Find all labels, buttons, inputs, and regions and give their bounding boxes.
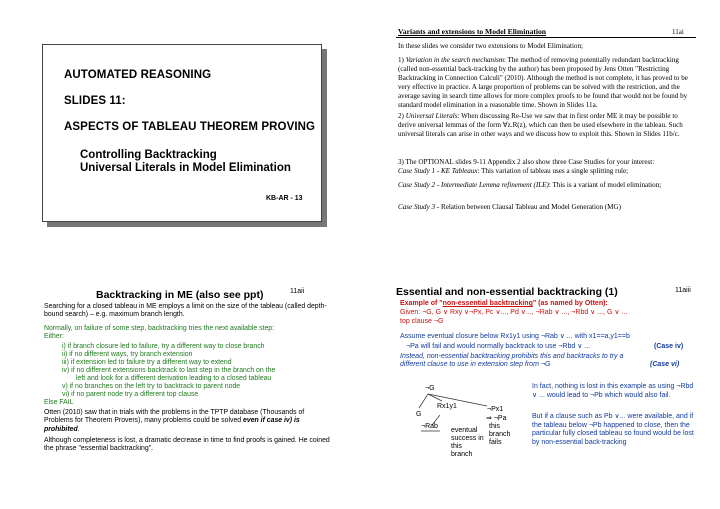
slides-label: SLIDES 11: [64,95,126,107]
para-lead: 1) [398,56,406,64]
otten-emphasis: even if case iv) is prohibited [44,417,300,433]
slide-number: 11aii [290,288,305,295]
para-italic: Universal Literals [405,112,458,120]
instead-line-1: Instead, non-essential backtracking prohibits this and backtracks to try a [400,353,624,360]
course-title: AUTOMATED REASONING [64,69,212,81]
case-italic: Case Study 1 - KE Tableaux [398,167,478,175]
paragraph-case-studies: 3) The OPTIONAL slides 9-11 Appendix 2 also show three Case Studies for your interest: [398,158,655,166]
backtrack-step-iv: iv) if no different extensions backtrack to last step in the branch on the [62,367,276,374]
backtrack-either: Either: [44,333,64,340]
backtrack-step-vi: vi) if no parent node try a different top clause [62,391,199,398]
pa-fail-text: ¬Pa will fail and would normally backtrack to use ¬Rbd ∨ ... [406,343,591,350]
backtrack-step-iii: iii) if extension led to failure try a different way to extend [62,359,232,366]
given-clauses: Given: ¬G, G ∨ Rxy ∨¬Px, Pc ∨..., Pd ∨..., ¬Rab ∨ ..., ¬Rbd ∨ ..., G ∨ ... [400,309,628,316]
case-rest: : This is a variant of model elimination; [548,181,662,189]
para-rest: : The method of removing potentially redundant backtracking (called non-essential back-tracking by the author) has been proposed by Jens Otten "Restricting Backtracking in Connection Calculi" (2010). Although the method is not complete, it has proved to be very effective in practice. A large proportion of problems can be solved with the restriction, and the average saving in search time allows for more complex proofs to be found that would not be found by standard model elimination in a reasonable time. Shown in Slides 11a. [398,56,688,109]
slide-number: 11aiii [675,287,691,294]
case-vi-label: (Case vi) [650,361,680,368]
top-clause: top clause ¬G [400,318,444,325]
backtrack-step-i: i) if branch closure led to failure, try a different way to close branch [62,343,265,350]
edge-root-g [419,394,428,408]
case-italic: Case Study 2 - Intermediate Lemma refinement (ILE) [398,181,549,189]
example-text-end: " (as named by Otten): [532,300,608,307]
case-iv-label: (Case iv) [654,343,684,350]
subtopic-backtracking: Controlling Backtracking [80,149,217,161]
para-rest: : When discussing Re-Use we saw that in first order ME it may be possible to derive universal lemmas of the form ∀z.R(z), which can then be used elsewhere in the tableau. Such universal literals can arise in other ways and we discuss how to exploit this. Shown in Slides 11b/c. [398,112,683,138]
example-text: Example of " [400,300,443,307]
tree-node-rx1y1: Rx1y1 [437,403,457,410]
topic-title: ASPECTS OF TABLEAU THEOREM PROVING [64,121,316,133]
course-code: KB-AR - 13 [266,195,303,202]
edge-root-rx [428,394,442,401]
case-italic: Case Study 3 [398,203,436,211]
example-underlined: non-essential backtracking [442,300,533,307]
backtrack-fail: Else FAIL [44,399,74,406]
case-rest: - Relation between Clausal Tableau and Model Generation (MG) [435,203,621,211]
clause-available-note: But if a clause such as Pb ∨... were available, and if the tableau below ¬Pb happened to close, then the particular fully closed tableau so found would be lost by non-essential back-tracking [532,413,694,446]
otten-end: . [77,425,80,433]
tree-node-root: ¬G [425,385,435,392]
branch-fails-note: this branch fails [489,423,511,446]
para-italic: Variation in the search mechanism [405,56,504,64]
depth-bound-paragraph: Searching for a closed tableau in ME employs a limit on the size of the tableau (called depth-bound search) – e.g. maximum branch length. [44,303,327,319]
backtrack-step-iv-cont: left and look for a different derivation leading to a closed tableau [76,375,272,382]
tree-node-g: G [416,411,422,418]
tree-node-pa: ⇒ ¬Pa [486,415,507,422]
slide-title: Essential and non-essential backtracking (1) [396,286,618,298]
nothing-lost-note: In fact, nothing is lost in this example as using ¬Rbd ∨ ... would lead to ¬Pb which would also fail. [532,383,694,399]
subtopic-universal-literals: Universal Literals in Model Elimination [80,162,291,174]
tree-node-px1: ¬Px1 [487,406,504,413]
eventual-success-note: eventual success in this branch [451,427,484,458]
backtrack-step-ii: ii) if no different ways, try branch extension [62,351,193,358]
completeness-paragraph: Although completeness is lost, a dramatic decrease in time to find proofs is gained. He coined the phrase "essential backtracking". [44,437,330,453]
slide-title: Backtracking in ME (also see ppt) [96,289,264,301]
tree-node-rab: ¬Rab [421,423,438,430]
instead-text: different clause to use in extension step from ¬G [400,361,551,368]
intro-paragraph: In these slides we consider two extensions to Model Elimination; [398,42,583,50]
assume-closure: Assume eventual closure below Rx1y1 using ¬Rab ∨ ... with x1==a,y1==b [400,333,630,340]
backtrack-intro: Normally, on failure of some step, backtracking tries the next available step: [44,325,275,332]
slide-title: Variants and extensions to Model Elimination [398,27,547,36]
slide-number: 11ai [672,28,684,36]
otten-text: Otten (2010) saw that in trials with the problems in the TPTP database (Thousands of Problems for Theorem Provers), many problems could be solved [44,409,305,425]
para-lead: 2) [398,112,406,120]
case-rest: : This variation of tableau uses a single splitting rule; [477,167,629,175]
backtrack-step-v: v) if no branches on the left try to backtrack to parent node [62,383,241,390]
